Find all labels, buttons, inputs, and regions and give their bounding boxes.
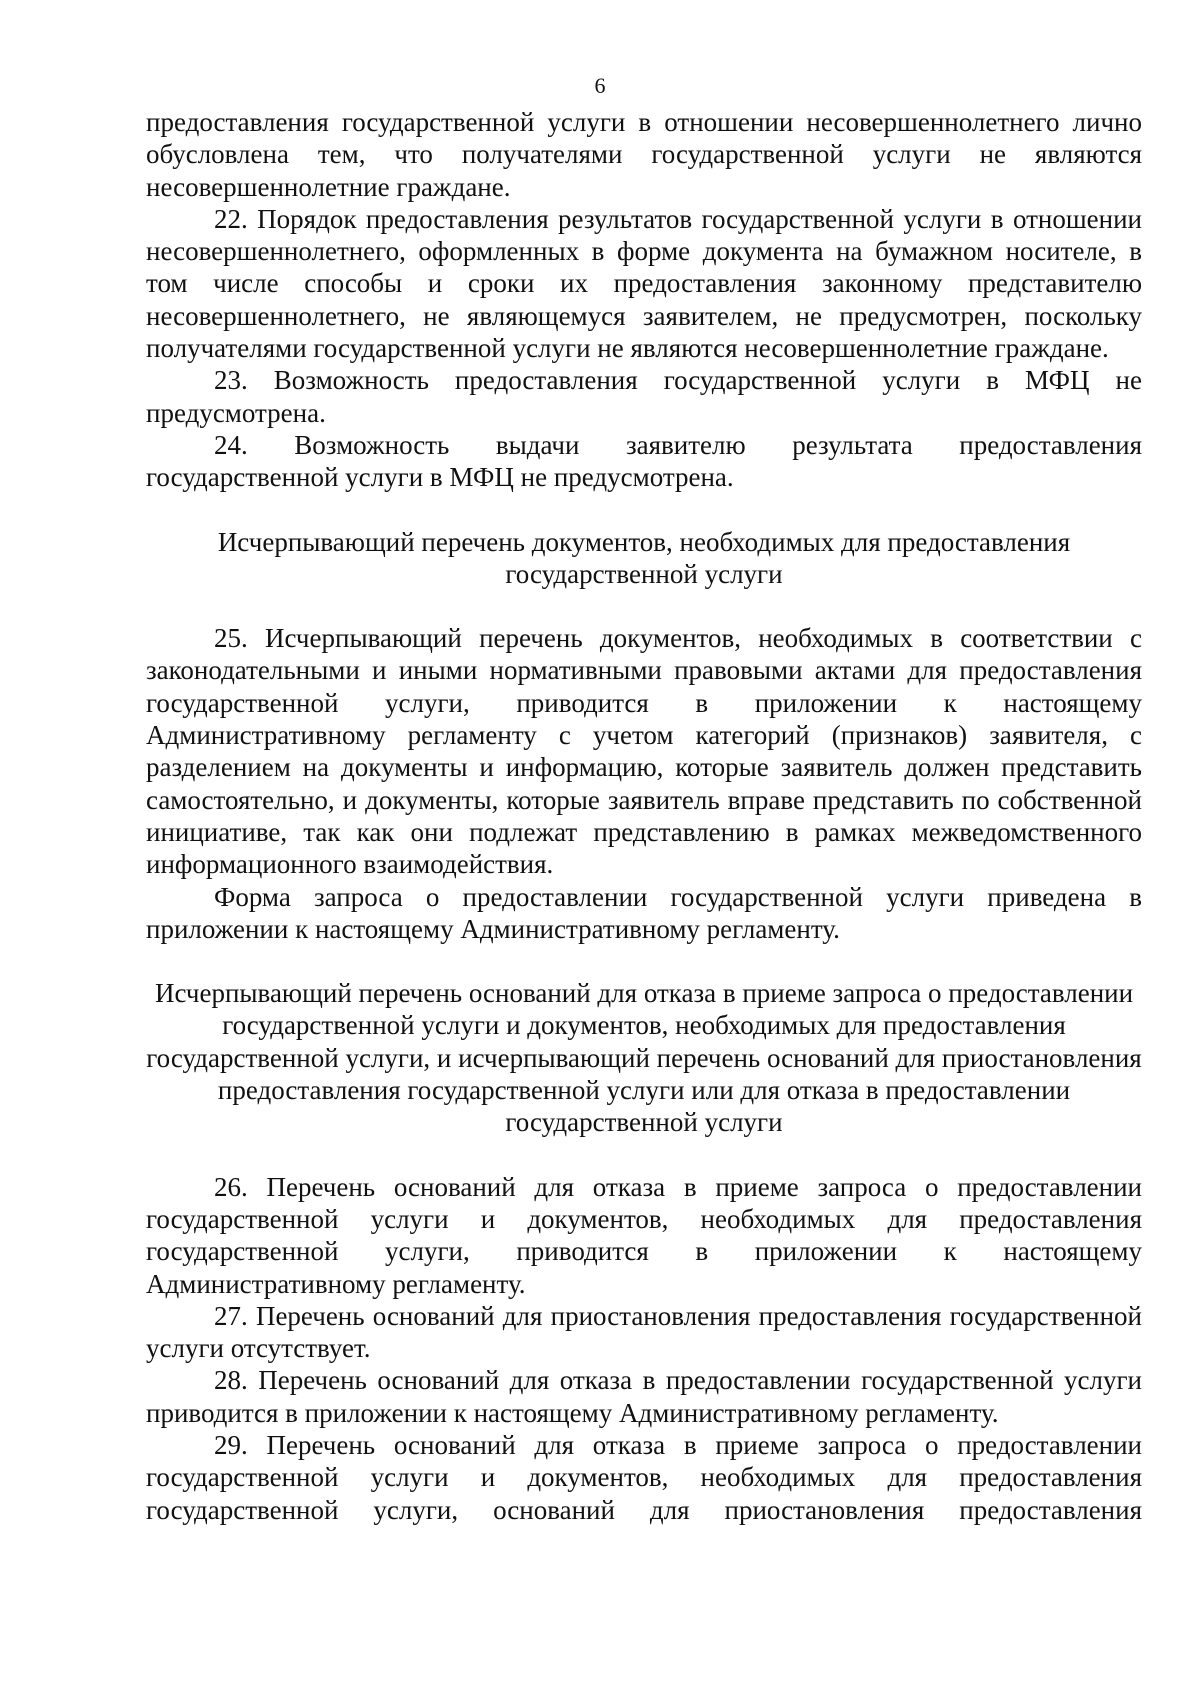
document-body bbox=[146, 106, 1142, 1526]
section-spacer bbox=[146, 1139, 1142, 1171]
paragraph: 27. Перечень оснований для приостановления предоставления государственной услуги отсутствует. bbox=[146, 1300, 1142, 1364]
section-heading: Исчерпывающий перечень оснований для отказа в приеме запроса о предоставлении государственной услуги и документов, необходимых для предоставления государственной услуги, и исчерпывающий перечень оснований для приостановления предоставления государственной услуги или для отказа в предоставлении государственной услуги bbox=[146, 978, 1142, 1138]
paragraph: 25. Исчерпывающий перечень документов, необходимых в соответствии с законодательными и иными нормативными правовыми актами для предоставления государственной услуги, приводится в приложении к настоящему Административному регламенту с учетом категорий (признаков) заявителя, с разделением на документы и информацию, которые заявитель должен представить самостоятельно, и документы, которые заявитель вправе представить по собственной инициативе, так как они подлежат представлению в рамках межведомственного информационного взаимодействия. bbox=[146, 623, 1142, 880]
paragraph: Форма запроса о предоставлении государственной услуги приведена в приложении к настоящему Административному регламенту. bbox=[146, 881, 1142, 944]
paragraph: 29. Перечень оснований для отказа в приеме запроса о предоставлении государственной услуги и документов, необходимых для предоставления государственной услуги, оснований для приостановления предоставления bbox=[146, 1429, 1142, 1525]
paragraph: 28. Перечень оснований для отказа в предоставлении государственной услуги приводится в приложении к настоящему Административному регламенту. bbox=[146, 1365, 1142, 1428]
paragraph: 24. Возможность выдачи заявителю результата предоставления государственной услуги в МФЦ не предусмотрена. bbox=[146, 429, 1142, 493]
paragraph: предоставления государственной услуги в отношении несовершеннолетнего лично обусловлена тем, что получателями государственной услуги не являются несовершеннолетние граждане. bbox=[146, 107, 1142, 202]
paragraph: 23. Возможность предоставления государственной услуги в МФЦ не предусмотрена. bbox=[146, 365, 1142, 428]
page-number: 6 bbox=[594, 73, 606, 98]
paragraph: 26. Перечень оснований для отказа в приеме запроса о предоставлении государственной услуги и документов, необходимых для предоставления государственной услуги, приводится в приложении к настоящему Административному регламенту. bbox=[146, 1171, 1142, 1299]
section-heading: Исчерпывающий перечень документов, необходимых для предоставления государственной услуги bbox=[217, 526, 1071, 589]
section-spacer bbox=[146, 590, 1142, 622]
section-spacer bbox=[146, 494, 1142, 526]
section-spacer bbox=[146, 945, 1142, 977]
paragraph: 22. Порядок предоставления результатов государственной услуги в отношении несовершеннолетнего, оформленных в форме документа на бумажном носителе, в том числе способы и сроки их предоставления законному представителю несовершеннолетнего, не являющемуся заявителем, не предусмотрен, поскольку получателями государственной услуги не являются несовершеннолетние граждане. bbox=[146, 203, 1142, 364]
